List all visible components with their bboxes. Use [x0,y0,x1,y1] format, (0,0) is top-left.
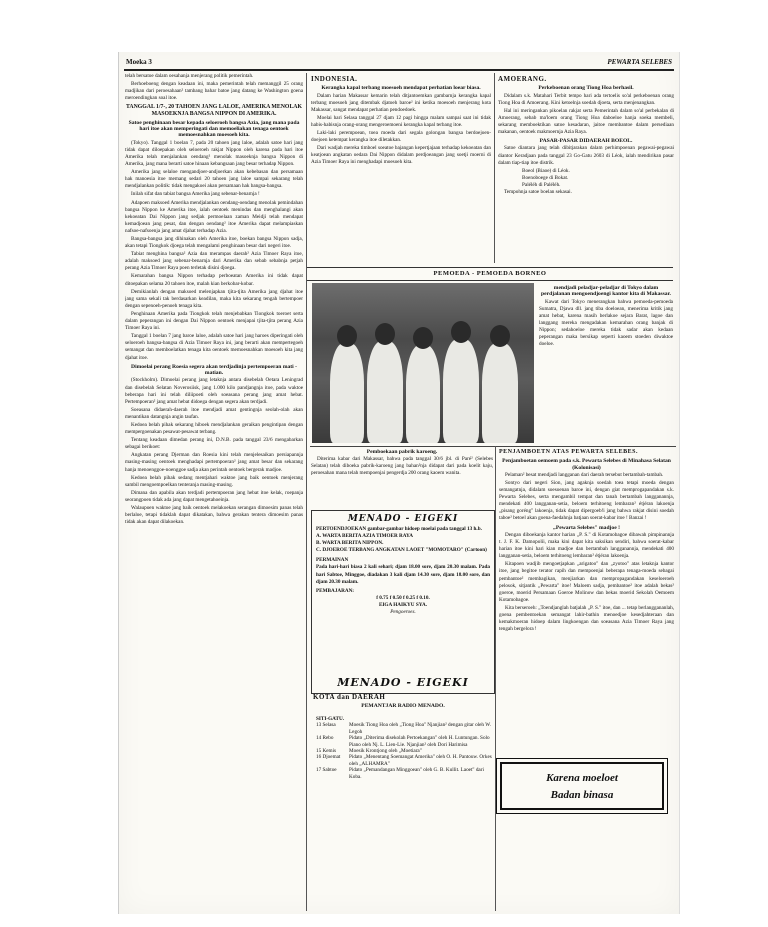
pabrik-article [311,449,493,507]
article-paragraph: Inilah sifat dan tabiat bangsa Amerika jang sebenar-benarnja ! [131,191,260,198]
masthead-title: PEWARTA SELEBES [607,58,672,66]
pemoeda-article [539,283,673,445]
list-item: Boenoboege di Bokat. [522,174,569,181]
article-paragraph: Didalam s.k. Matahari Terbit tempo hari ada tertoelis so'al perkeboenan orang Tiong Hoa di Amoerang. Kini ketoelnja soedah djoeta, serta menjenangkan. [498,92,674,106]
article-paragraph: Kedoea belah pihak sekarang hiboek mendjalankan geraikan pengintipan dengan mempergoenakan pesawat-pesawat terbang. [125,421,303,436]
column-left [125,73,303,911]
schedule-program: Moesik Krontjong oleh „Moetiara" [349,748,422,755]
column-divider [306,73,307,911]
article-paragraph: Tanggal 1 boelan 7 jang baroe laloe, adalah satoe hari jang haroes diperingati oleh seloeroeh bangsa-bangsa di Azia Timoer Raya ini, jang berarti akan mempertegoeh semangat dan memboelatkan tenaga kita oentoek memoesnahkan moesoeh kita jang djahat itoe. [125,333,303,361]
article-paragraph: Kedoea belah pihak sedang mentjahari waktoe jang baik oentoek menjerang sambil mengoempoelkan tenteranja masing-masing. [125,474,303,488]
ad-body [316,526,490,616]
group-photo [312,283,534,443]
article-paragraph: Adapoen maksoed Amerika mendjalankan oendang-oendang menolak pemindahan bangsa Nippon ke Amerika itoe, ialah oentoek menindas dan menghalangi akan kekoeatan Dai Nippon jang sedjak permoelaan zaman Meidji telah mendapat kemadjoean jang pesat, dan dengan oendang² itoe Amerika dapat melampiaskan nafsoe-nafsoenja jang amat djahat terhadap Azia. [125,199,303,234]
section-title: PENJAMBOETN ATAS PEWARTA SELEBES. [499,449,638,455]
article-paragraph: Kawat dari Tokyo menerangkan bahwa pemoeda-pemoeda Sumatra, Djawa dll. jang tiba doeloean, menerima kritik jang amat hebat, karena masih berlakoe sejara Barat, lagoe dan langgang mereka mengadakan kemarahan orang banjak di Nippon; sedahoeloe mereka tidak sadar akan kedaan peperangan maka bersikap seperti kaoem stoeden diwaktoe doeloe. [539,298,673,348]
article-paragraph: (Stockholm). Dimoelai perang jang letaknja antara disebelah Oetara Leningrad dan disebelah Selatan Noverosiisk, jang 1.000 kilo pandjangnja itoe, pada waktoe beberapa hari ini telah diliipoeti oleh soeasana perang jang amat hebat. Pertempoeran² jang amat hebat didoega dengan segera akan terdjadi. [125,377,303,405]
ad-schedule: Pada hari-hari biasa 2 kali sehari; djam 18.00 sore, djam 20.30 malam. Pada hari Sabtoe, Minggoe, diadakan 3 kali djam 14.30 sore, djam 18.00 sore, dan djam 20.30 malam. [316,564,490,585]
article-paragraph: Penghinaan Amerika pada Tiongkok telah menjebabkan Tiongkok toeroet serta dalam peperangan ini dengan Dai Nippon oentoek menjapai tjita-tjita perang Azia Timoer Raya ini. [125,310,303,332]
article-headline: Penjamboetan oemoem pada s.k. Pewarta Selebes di Minahasa Selatan (Kolonisasi) [502,458,671,471]
photo-figure-head [451,321,471,343]
article-subheadline: Dimoelai perang Roesia segera akan terdjadinja pertempoeran mati - matian. [131,363,297,376]
column-divider [495,446,496,911]
photo-figure [482,343,518,443]
schedule-program: Moesik Tiong Hoa oleh „Tiong Hoa" Njanjian² dengan gitar oleh W. Legoh [349,722,491,735]
photo-figure-head [337,325,357,347]
photo-figure [443,339,479,443]
article-paragraph: Bangsa-bangsa jang dihinakan oleh Amerika itoe, boekan bangsa Nippon sadja, akan tetapi Tiongkok djoega telah mengalami penghinaan besar dari negeri itoe. [125,236,303,250]
indonesia-section [311,76,491,262]
schedule-row [316,754,494,767]
article-headline: PASAR-PASAR DIDAERAH BOEOL. [539,138,633,145]
photo-figure-head [490,325,510,347]
photo-figure [330,343,364,443]
photo-figure [367,341,403,443]
ad-headline: PERTOENDJOEKAN gambar-gambar hidoep moelai pada tanggal 13 h.b. [316,526,482,532]
article-paragraph: Demikianlah dengan maksoed melenjapkan tjita-tjita Amerika jang djahat itoe jang sama sekali tak berdasarkan keadilan, maka kita sekarang tengah bertempoer dengan sepenoeh-penoeh tenaga kita. [125,288,303,309]
article-headline: „Pewarta Selebes" madjoe ! [553,524,620,531]
ad-title: MENADO - EIGEKI [347,514,459,524]
section-title: KOTA dan DAERAH [313,694,386,701]
ad-prices: f 0.75 f 0.50 f 0.25 f 0.10. [376,594,430,601]
schedule-row [316,722,494,735]
section-title: INDONESIA. [311,76,358,83]
article-headline: Kerangka kapal terbang moesoeh mendapat perhatian loear biasa. [321,85,481,92]
article-paragraph: Kemarahan bangsa Nippon terhadap perboeatan Amerika ini tidak dapat ditoepakan selama 20 tahoen itoe, malah kian berkobar-kobar. [125,273,303,287]
article-paragraph: Tempohnja satoe boelan sekasai. [504,189,572,196]
schedule-program: Pidato „Pemandangan Minggoean" oleh G. B. Kullit. Laoet" dari Koba. [349,767,484,780]
district-list [498,168,674,189]
schedule-month: SITI-GATU. [316,716,345,722]
schedule-program: Pidato „Diterima disekolah Pertoekangan" oleh H. Luntungan. Solo Piano oleh Nj. L. Lien-Lie. Njanjian² oleh Dori Harimisa [349,735,490,748]
page-number: Moeka 3 [126,58,152,66]
article-paragraph: Angkatan perang Djerman dan Roesia kini telah menjelesaikan persiapannja masing-masing oentoek menghadapi pertempoeran² jang amat besar dan sekarang hanja menoenggoe-noenggoe sadja akan perintah oentoek bergerak madjoe. [125,452,303,473]
article-paragraph: Tentang keadaan dimedan perang ini, D.N.B. pada tanggal 23/6 mengabarkan sebagai berikoet: [125,437,303,451]
article-paragraph: Hal ini meringankan pikoelan rakjat serta Pemerintah dalam so'al perbekalan di Amoerang, sebab ma'loem orang Tiong Hoa daboeloe hanja soeka membeli, sekarang memboektikan satoe kesadaran, jaitoe membantoe dalam persediaan makanan, oentoek makmoernja Azia Raya. [498,107,674,135]
schedule-day: 16 Djoemat [316,754,341,761]
schedule-program: Pidato „Menentang Soemangat Amerika" oleh O. H. Pantouw. Orkes oleh „ALHAMRA" [349,754,492,767]
penjamboetan-section [499,449,674,757]
article-subheadline: Satoe penghinaan besar kepada seloeroeh bangsa Azia, jang mana pada hari itoe akan memperingati dan memoeliakan tenaga oentoek memoesnahkan moesoeh kita. [128,119,300,139]
pemoeda-banner: PEMOEDA - PEMOEDA BORNEO [307,267,673,281]
article-paragraph: Soeasana didaerah-daerah itoe mendjadi amat gentingnja seolah-olah akan menantikan datangnja angin taufan. [125,406,303,420]
ad-permainan-label: PERMAINAN [316,557,349,564]
article-headline: TANGGAL 1/7-, 20 TAHOEN JANG LALOE, AMERIKA MENOLAK MASOEKNJA BANGSA NIPPON DI AMERIKA. [125,104,303,117]
ad-organizer: EIGA HAIKYU SYA. [378,601,428,608]
article-paragraph: Kitapoen wadjib mengoetjapkan „arigatoo" dan „zyotoo" atas letaknja kantor itoe, jang begitoe terator rapih dan mempoenjai beberapa tenaga-moeda sebagai pembantoe² membagikan, menjiarkan dan mempropagandakan keseloeroeh pelosok, sitjantik „Pewarta" itoe! Maloem sadja, pembantoe² itoe adalah bekas² goeroe, moerid Persamaan Goeroe Molinow dan bekas moerid Sekolah Oemoem Kotamobagoe. [499,561,674,603]
article-paragraph: Laki-laki perempoean, toea moeda dari segala golongan bangsa berdoejoen-doejoen ketempat kerangka itoe diletakkan. [311,129,491,144]
article-paragraph: Walaupoen waktoe jang baik oentoek melakoekan serangan dimoesim panas telah berlaloe, tetapi tidaklah dapat dikatakan, bahwa gerakan tentera dimoesim panas tidak akan dapat dilakoekan. [125,505,303,526]
section-title: AMOERANG. [498,76,547,83]
article-paragraph: Satoe diantara jang telah dibitjarakan dalam perhimpoenan pegawai-pegawai diantor Keradjaan pada tanggal 23 Go-Gatu 2603 di Léok, ialah mendirikan pasar dalam tiap-tiap itoe distrik. [498,145,674,166]
article-headline: Perkeboenan orang Tiong Hoa berhasil. [538,85,634,92]
schedule-day: 14 Rebo [316,735,334,742]
article-paragraph: Kita berseroeh: „Toendjanglah batjalah „P. S." itoe, dan ... tetap berlanggananlah, goena pembentoekan semangat lahir-bathin menoedjoe kesedjahteraan dan kemakmoeran hidoep dalam lingkoengan dan soeasana Azia Timoer Raya jang tengah bergelora ! [499,604,674,633]
menado-eigeki-ad [311,510,495,694]
ad-item: A. WARTA BERITA AZIA TIMOER RAYA [316,533,414,540]
photo-figure-head [413,327,433,349]
article-paragraph: Dalam harian Makassar kemarin telah ditjantoemkan gambarnja kerangka kapal terbang moesoeh jang ditembak djatoeh baroe² ini ketika moesoeh menjerang kota Makassar, sangat mendapat perhatian pendoedoek. [311,92,491,113]
article-paragraph: Berhoeboeng dengan keadaan ini, maka pemerintah telah memanggil 25 orang madjikan dari peroesahaan² tambang bahar batoe jang datang ke Washington goena meroendingkan soal itoe. [125,81,303,102]
list-item: Paléléh di Paléléh. [522,181,561,188]
kota-header [313,694,493,714]
article-headline: Pemboekaan pabrik karoeng. [366,449,438,455]
schedule-day: 17 Sabtoe [316,767,337,774]
karena-box [500,762,664,810]
amoerang-section [498,76,674,264]
article-headline: PEMANTJAR RADIO MENADO. [361,703,445,710]
article-paragraph: Diterima kabar dari Makassar, bahwa pada tanggal 30/6 jbl. di Paré² (Selebes Selatan) telah diboeka pabrik-karoeng jang bahan²nja didapat dari pada koelit kaju, peroesahan mana telah mempoenjai pengerdja 200 orang kaoem wanita. [311,456,493,477]
article-paragraph: Moelai hari Selasa tanggal 27 djam 12 pagi hingga malam sampai saat ini tidak habis-habisnja orang-orang mengeroemoeni kerangka kapal terbang itoe. [311,114,491,128]
karena-line: Badan binasa [550,789,614,801]
ad-footer-title: MENADO - EIGEKI [337,676,469,689]
photo-figure [406,345,440,443]
radio-schedule [316,716,494,780]
article-paragraph: Dimana dan apabila akan terdjadi pertempoeran jang hebat itoe kelak, roepanja seorangpoen tidak ada jang dapat mengetahoeinja. [125,489,303,503]
article-paragraph: Amerika jang selaloe mengandjoer-andjoerkan akan kebebasan dan persamaan hak manoesia itoe memang sedari 20 tahoen jang laloe sampai sekarang telah mendjalankan politik: tidak mengakoei akan persamaan hak bangsa-bangsa. [125,169,303,190]
article-paragraph: Sontyo dari negeri Sion, jang agaknja soedah toea tetapi moeda dengan semangatnja, didalam soesoenan baroe ini, dengan giat memprogapandakan s.k. Pewarta Selebes, serta mengambil tempat dan tanah bertambah langganannja, mendekati 400 langganan-setia, beloem terhitoeng lembaran² étjéran lakoenja „pisang goréng" lakoenja, tidak dapat dipergoeb!i jang bahwa rakjat disini soedah taboe² betoel akan goena-faedahnja batjaan soerat-kabar itoe ! Banzai ! [499,480,674,522]
photo-figure-head [375,323,395,345]
article-headline: mendjadi peladjar-peladjar di Tokyo dalam perdjalanan mengoendjoengi kantor kita di Makassar. [541,285,671,298]
karena-line: Karena moeloet [546,772,618,784]
ad-pengoeroes: Pengoeroes. [390,609,416,616]
schedule-day: 13 Selasa [316,722,336,729]
article-paragraph: Tabiat menghina bangsa² Azia dan merampas daerah² Azia Timoer Raya itoe, adalah maksoed jang sebenar-benarnja dari Amerika dan sebab sebabnja petjah perang Azia Timoer Raya poen terletak disini djoega. [125,251,303,272]
page-header [126,58,672,68]
schedule-row [316,767,494,780]
article-paragraph: (Tokyo). Tanggal 1 boelan 7, pada 20 tahoen jang laloe, adalah satoe hari jang tidak dapat diloepakan oleh seloeroeh rakjat Nippon oleh karena pada hari itoe Amerika telah menjalankan oendang² menolak masoeknja bangsa Nippon di Amerika, jang mana berarti satoe hinaan kebangsaan jang besar terhadap Nippon. [125,139,303,168]
ad-pembajaran-label: PEMBAJARAN: [316,587,355,594]
schedule-day: 15 Kemis [316,748,337,755]
article-intro: telah bersatoe dalam oesahanja menjerang politik pemerintah. [125,73,254,79]
header-rule [124,69,674,71]
section-rule [310,446,676,447]
schedule-row [316,735,494,748]
ad-item: C. DJOEROE TERBANG ANGKATAN LAOET "MOMOTARO" (Cartoon) [316,547,487,554]
column-divider [494,73,495,263]
list-item: Boeol (Biaoe) di Léok. [522,167,570,174]
article-paragraph: Pelaman² besat mendjadi langganan dari daerah tersebut bertambah-tambah. [505,471,664,478]
ad-item: B. WARTA BERITA NIPPON. [316,540,384,547]
article-paragraph: Dengan diboekanja kantor harian „P. S." di Kotamobagoe dibawah pimpinannja t. J. F. K. Damopolii, maka kini dapat kita saksikan sendiri, bahwa soerat-kabar harian itoe kini hari kian madjoe dan bertambah langganannja, mendekati 400 langganan-setia, beloem terhitoeng lembaran² étjéran lakoenja. [499,531,674,560]
article-paragraph: Dari wadjah mereka timboel soeatoe bajangan kepertjajaan terhadap kekoeatan dan keatjoean angkatan oedara Dai Nippon didalam perdjoeangan jang soetji moerni di Azia Timoer Raya ini menghadapi moesoeh kita. [311,145,491,166]
